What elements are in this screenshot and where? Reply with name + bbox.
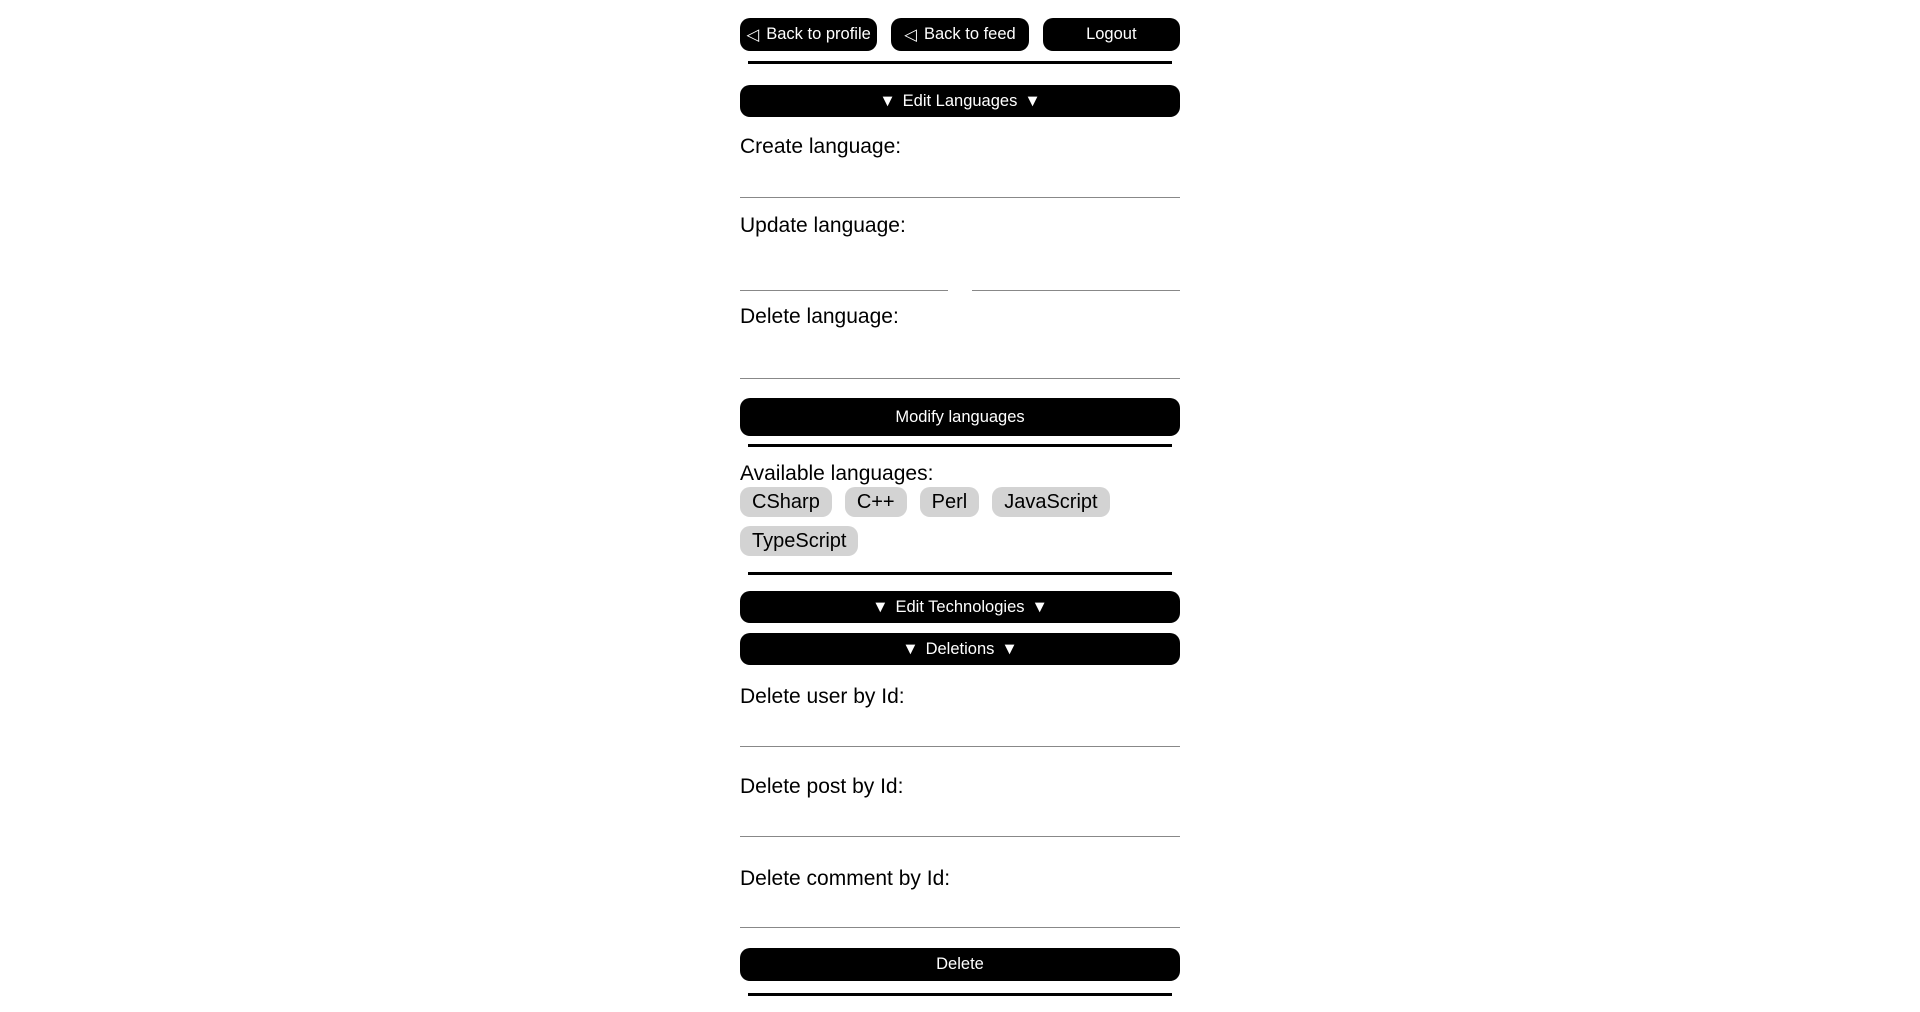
delete-button-label: Delete [936, 955, 984, 973]
create-language-input[interactable] [740, 159, 1180, 198]
language-tag-perl[interactable]: Perl [920, 487, 980, 517]
language-tag-cpp[interactable]: C++ [845, 487, 907, 517]
triangle-down-icon: ▼ [872, 597, 889, 616]
update-language-input-2[interactable] [972, 238, 1180, 291]
update-language-input-1[interactable] [740, 238, 948, 291]
triangle-down-icon: ▼ [1031, 597, 1048, 616]
content-column [740, 0, 1180, 996]
create-language-label: Create language: [740, 135, 902, 158]
delete-post-input[interactable] [740, 799, 1180, 837]
back-to-feed-label: Back to feed [923, 25, 1016, 43]
back-to-feed-button[interactable] [891, 18, 1028, 51]
edit-languages-panel [740, 135, 1180, 575]
edit-languages-toggle-label: Edit Languages [902, 91, 1018, 110]
bottom-divider [748, 993, 1172, 996]
back-arrow-icon: ◁ [904, 25, 917, 44]
language-tags [740, 487, 1180, 556]
delete-language-input[interactable] [740, 329, 1180, 379]
delete-language-label: Delete language: [740, 305, 899, 328]
delete-user-input[interactable] [740, 709, 1180, 747]
triangle-down-icon: ▼ [1024, 91, 1041, 110]
edit-languages-toggle[interactable] [740, 85, 1180, 117]
delete-post-label: Delete post by Id: [740, 775, 904, 798]
language-tag-javascript[interactable]: JavaScript [992, 487, 1109, 517]
delete-comment-label: Delete comment by Id: [740, 867, 951, 890]
update-language-inputs [740, 238, 1180, 291]
delete-user-label: Delete user by Id: [740, 685, 905, 708]
edit-technologies-toggle-label: Edit Technologies [895, 597, 1025, 616]
deletions-toggle[interactable] [740, 633, 1180, 665]
top-divider [748, 61, 1172, 64]
logout-button[interactable] [1043, 18, 1180, 51]
language-tag-csharp[interactable]: CSharp [740, 487, 832, 517]
delete-comment-input[interactable] [740, 891, 1180, 928]
back-to-profile-label: Back to profile [766, 25, 871, 43]
triangle-down-icon: ▼ [1001, 639, 1018, 658]
modify-languages-label: Modify languages [895, 407, 1025, 426]
available-languages-label: Available languages: [740, 462, 934, 485]
top-nav [740, 18, 1180, 51]
section-divider [748, 444, 1172, 447]
back-to-profile-button[interactable] [740, 18, 877, 51]
logout-label: Logout [1086, 25, 1137, 43]
delete-button[interactable] [740, 948, 1180, 981]
deletions-panel [740, 685, 1180, 996]
modify-languages-button[interactable] [740, 398, 1180, 436]
edit-technologies-toggle[interactable] [740, 591, 1180, 623]
section-divider [748, 572, 1172, 575]
deletions-toggle-label: Deletions [925, 639, 995, 658]
update-language-label: Update language: [740, 214, 906, 237]
language-tag-typescript[interactable]: TypeScript [740, 526, 858, 556]
triangle-down-icon: ▼ [902, 639, 919, 658]
back-arrow-icon: ◁ [746, 25, 760, 44]
triangle-down-icon: ▼ [879, 91, 896, 110]
